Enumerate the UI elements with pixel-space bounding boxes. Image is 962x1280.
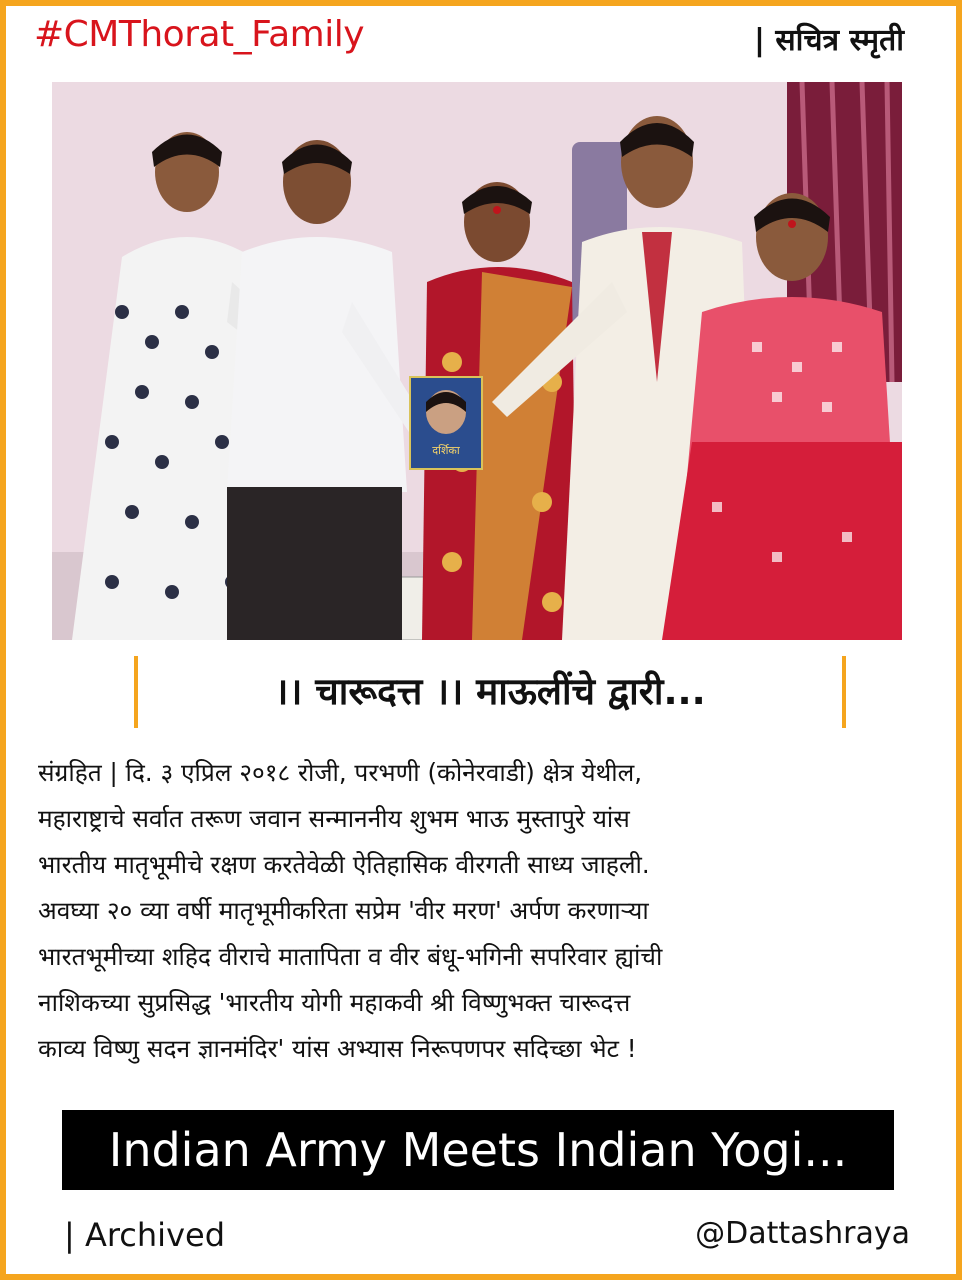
body-paragraph — [38, 750, 930, 1072]
headline: ।। चारूदत्त ।। माऊलींचे द्वारी... — [274, 670, 706, 713]
archived-label: | Archived — [64, 1216, 225, 1254]
headline-box — [134, 656, 846, 728]
hashtag-title: #CMThorat_Family — [34, 14, 365, 55]
group-photo — [52, 82, 902, 640]
group-photo-illustration — [52, 82, 902, 640]
author-handle: @Dattashraya — [695, 1216, 910, 1251]
body-line: भारतभूमीच्या शहिद वीराचे मातापिता व वीर बंधू-भगिनी सपरिवार ह्यांची — [38, 942, 663, 971]
body-line: अवघ्या २० व्या वर्षी मातृभूमीकरिता सप्रेम 'वीर मरण' अर्पण करणाऱ्या — [38, 896, 649, 925]
book — [410, 377, 482, 469]
banner: Indian Army Meets Indian Yogi... — [62, 1110, 894, 1190]
body-line: महाराष्ट्राचे सर्वात तरूण जवान सन्माननीय शुभम भाऊ मुस्तापुरे यांस — [38, 804, 630, 833]
body-line: संग्रहित | दि. ३ एप्रिल २०१८ रोजी, परभणी (कोनेरवाडी) क्षेत्र येथील, — [38, 758, 643, 787]
body-line: काव्य विष्णु सदन ज्ञानमंदिर' यांस अभ्यास निरूपणपर सदिच्छा भेट ! — [38, 1034, 637, 1063]
body-line: भारतीय मातृभूमीचे रक्षण करतेवेळी ऐतिहासिक वीरगती साध्य जाहली. — [38, 850, 650, 879]
tagline: | सचित्र स्मृती — [754, 23, 904, 58]
body-line: नाशिकच्या सुप्रसिद्ध 'भारतीय योगी महाकवी श्री विष्णुभक्त चारूदत्त — [38, 988, 631, 1017]
book-title: दर्शिका — [432, 444, 460, 457]
